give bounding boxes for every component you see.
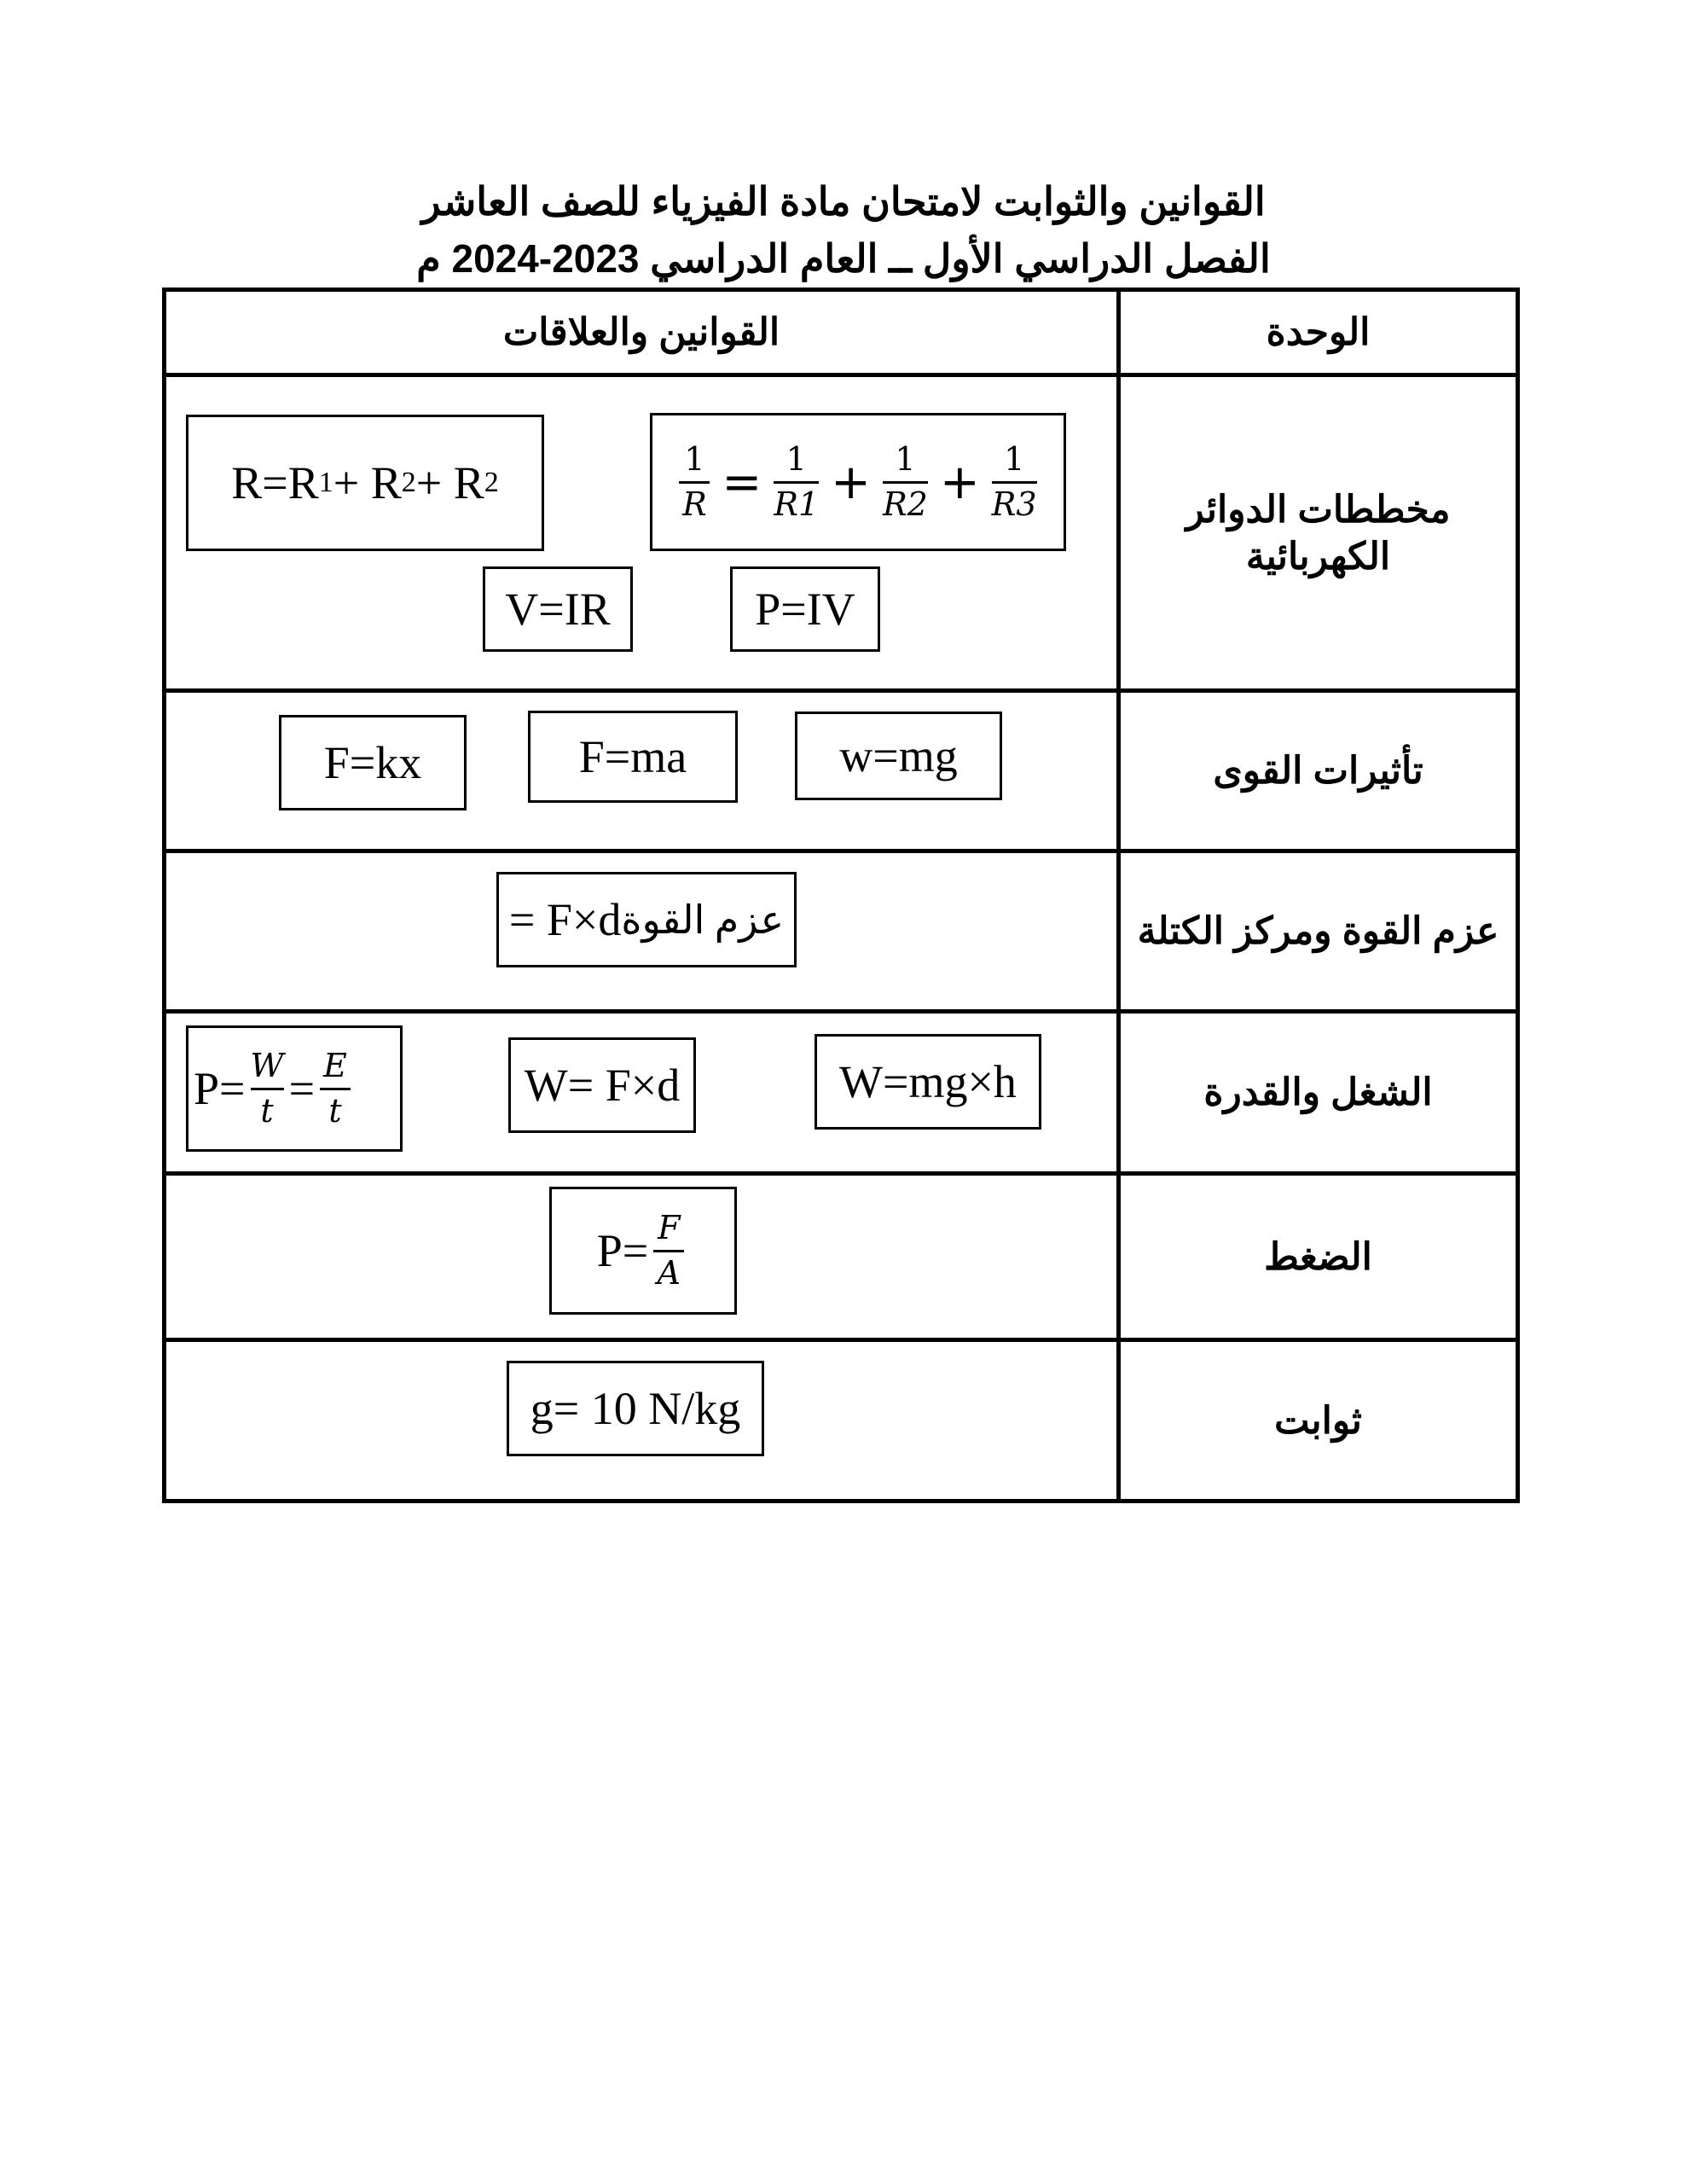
unit-electric-circuits: مخططات الدوائر الكهربائية [1186,488,1451,578]
unit-constants: ثوابت [1274,1399,1362,1442]
hooke-law-formula: F=kx [279,715,467,810]
ohm-law-formula: V=IR [483,566,633,652]
page-subtitle: الفصل الدراسي الأول ــ العام الدراسي 2023-2024 م [416,236,1271,281]
unit-torque-center-of-mass: عزم القوة ومركز الكتلة [1137,910,1499,952]
electric-power-formula: P=IV [730,566,880,652]
pressure-formula: P= $\frac{F}{A}$ [549,1187,737,1315]
column-header-laws: القوانين والعلاقات [502,311,780,353]
unit-work-and-power: الشغل والقدرة [1203,1072,1433,1113]
weight-formula: w=mg [795,712,1002,800]
page-title: القوانين والثوابت لامتحان مادة الفيزياء للصف العاشر [421,179,1266,224]
work-formula: W= F×d [508,1037,696,1133]
mechanical-power-formula: P= $\frac{W}{t}$ = $\frac{E}{t}$ [186,1025,403,1152]
newton-second-law-formula: F=ma [528,711,738,803]
unit-effects-of-forces: تأثيرات القوى [1213,750,1423,792]
gravitational-potential-energy-formula: W=mg×h [815,1034,1041,1130]
gravity-constant: g= 10 N/kg [507,1361,764,1456]
parallel-resistance-formula: $\frac{1}{R}$ = $\frac{1}{R1}$ + $\frac{1}{R2}$ + $\frac{1}{R3}$ [650,413,1066,551]
series-resistance-formula: R=R 1 + R 2 + R 2 [186,415,544,551]
unit-pressure: الضغط [1264,1235,1372,1278]
column-header-unit: الوحدة [1266,311,1371,353]
torque-formula: عزم القوة = F×d [496,872,797,967]
